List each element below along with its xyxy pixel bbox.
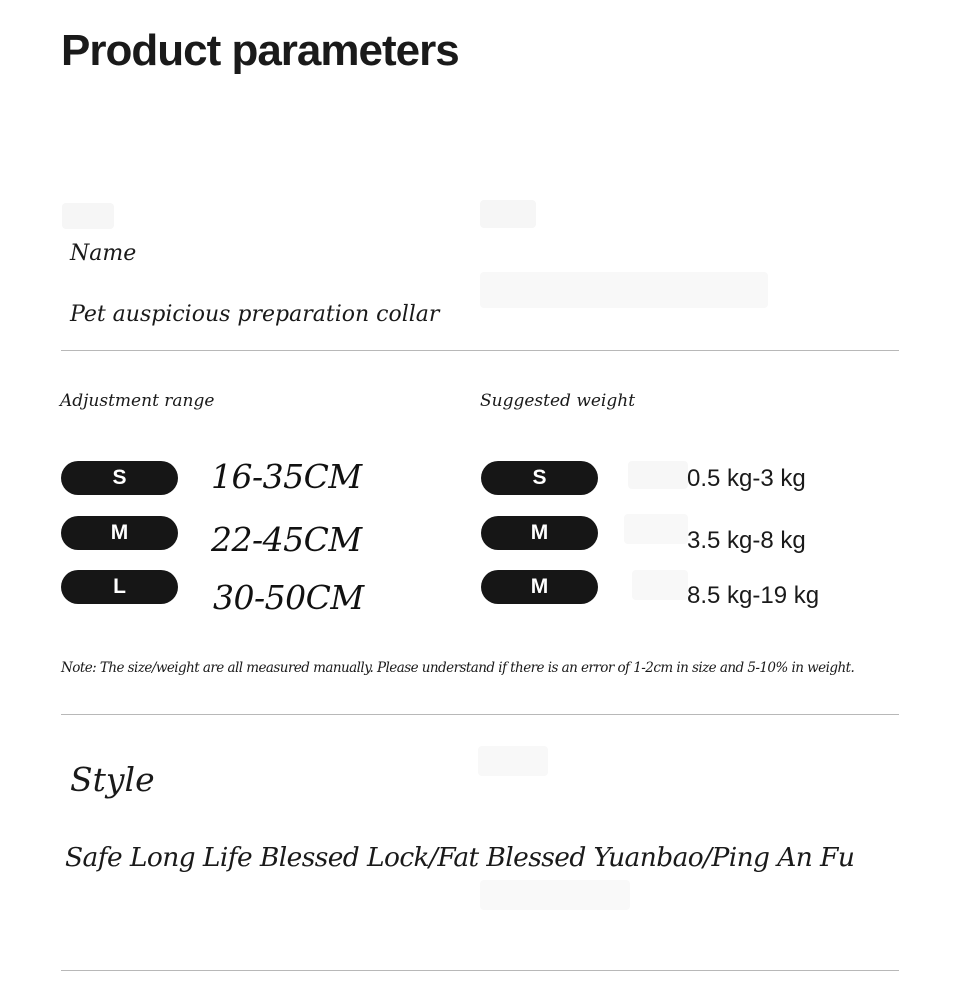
faint-background-block — [480, 200, 536, 228]
faint-background-block — [478, 746, 548, 776]
suggested-weight-header: Suggested weight — [480, 391, 636, 411]
name-label: Name — [70, 241, 137, 266]
adjustment-range-header: Adjustment range — [60, 391, 215, 411]
weight-badge-m-second: M — [481, 570, 598, 604]
style-value: Safe Long Life Blessed Lock/Fat Blessed Yuanbao/Ping An Fu — [65, 842, 855, 873]
size-range-s: 16-35CM — [211, 457, 362, 496]
divider — [61, 350, 899, 351]
size-badge-m: M — [61, 516, 178, 550]
weight-badge-s: S — [481, 461, 598, 495]
faint-background-block — [632, 570, 688, 600]
faint-background-block — [480, 880, 630, 910]
measurement-note: Note: The size/weight are all measured manually. Please understand if there is an error of 1-2cm in size and 5-10% in weight. — [61, 660, 855, 676]
divider — [61, 714, 899, 715]
divider — [61, 970, 899, 971]
weight-badge-m: M — [481, 516, 598, 550]
weight-value-l: 8.5 kg-19 kg — [687, 582, 820, 609]
faint-background-block — [480, 272, 768, 308]
size-badge-s: S — [61, 461, 178, 495]
page-title: Product parameters — [61, 26, 459, 75]
faint-background-block — [624, 514, 688, 544]
name-value: Pet auspicious preparation collar — [70, 302, 440, 327]
faint-background-block — [628, 461, 688, 489]
faint-background-block — [62, 203, 114, 229]
size-badge-l: L — [61, 570, 178, 604]
size-range-l: 30-50CM — [213, 578, 364, 617]
weight-value-m: 3.5 kg-8 kg — [687, 527, 806, 554]
style-label: Style — [70, 760, 155, 799]
weight-value-s: 0.5 kg-3 kg — [687, 465, 806, 492]
size-range-m: 22-45CM — [211, 520, 362, 559]
